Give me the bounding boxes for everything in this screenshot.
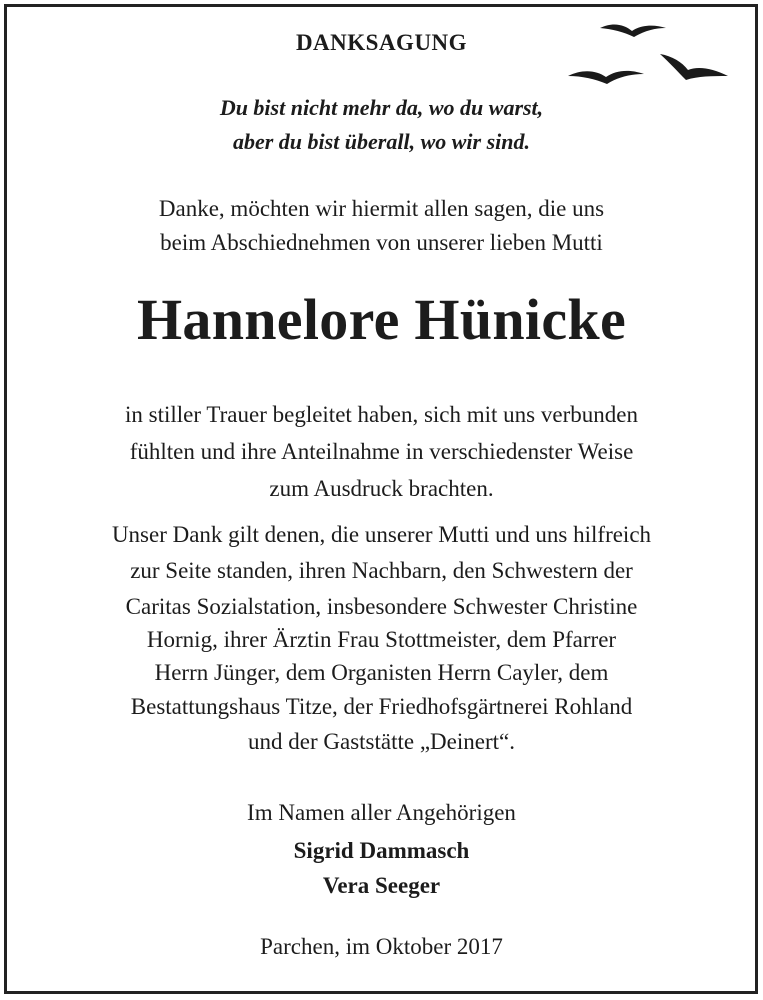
paragraph-2-line: zur Seite standen, ihren Nachbarn, den Schwestern der	[130, 558, 633, 583]
notice-heading: DANKSAGUNG	[295, 30, 468, 55]
paragraph-2-line: Herrn Jünger, dem Organisten Herrn Cayler, dem	[154, 660, 609, 685]
paragraph-2-line: Unser Dank gilt denen, die unserer Mutti und uns hilfreich	[111, 522, 652, 547]
verse-line: Du bist nicht mehr da, wo du warst,	[219, 95, 544, 120]
paragraph-2-line: Bestattungshaus Titze, der Friedhofsgärtnerei Rohland	[130, 694, 633, 719]
signatory-name: Sigrid Dammasch	[293, 838, 470, 863]
paragraph-2-line: Hornig, ihrer Ärztin Frau Stottmeister, dem Pfarrer	[146, 627, 617, 652]
intro-line: Danke, möchten wir hiermit allen sagen, die uns	[158, 196, 605, 221]
place-date: Parchen, im Oktober 2017	[260, 934, 503, 959]
paragraph-2-line: Caritas Sozialstation, insbesondere Schwester Christine	[125, 594, 638, 619]
paragraph-2-line: und der Gaststätte „Deinert“.	[248, 729, 515, 754]
deceased-name: Hannelore Hünicke	[136, 287, 626, 352]
signatory-name: Vera Seeger	[322, 873, 441, 898]
verse-line: aber du bist überall, wo wir sind.	[232, 129, 531, 154]
intro-line: beim Abschiednehmen von unserer lieben Mutti	[160, 230, 603, 255]
signoff-intro: Im Namen aller Angehörigen	[247, 800, 516, 825]
paragraph-1-line: in stiller Trauer begleitet haben, sich mit uns verbunden	[125, 402, 638, 427]
paragraph-1-line: zum Ausdruck brachten.	[269, 476, 494, 501]
paragraph-1-line: fühlten und ihre Anteilnahme in verschiedenster Weise	[129, 439, 634, 464]
